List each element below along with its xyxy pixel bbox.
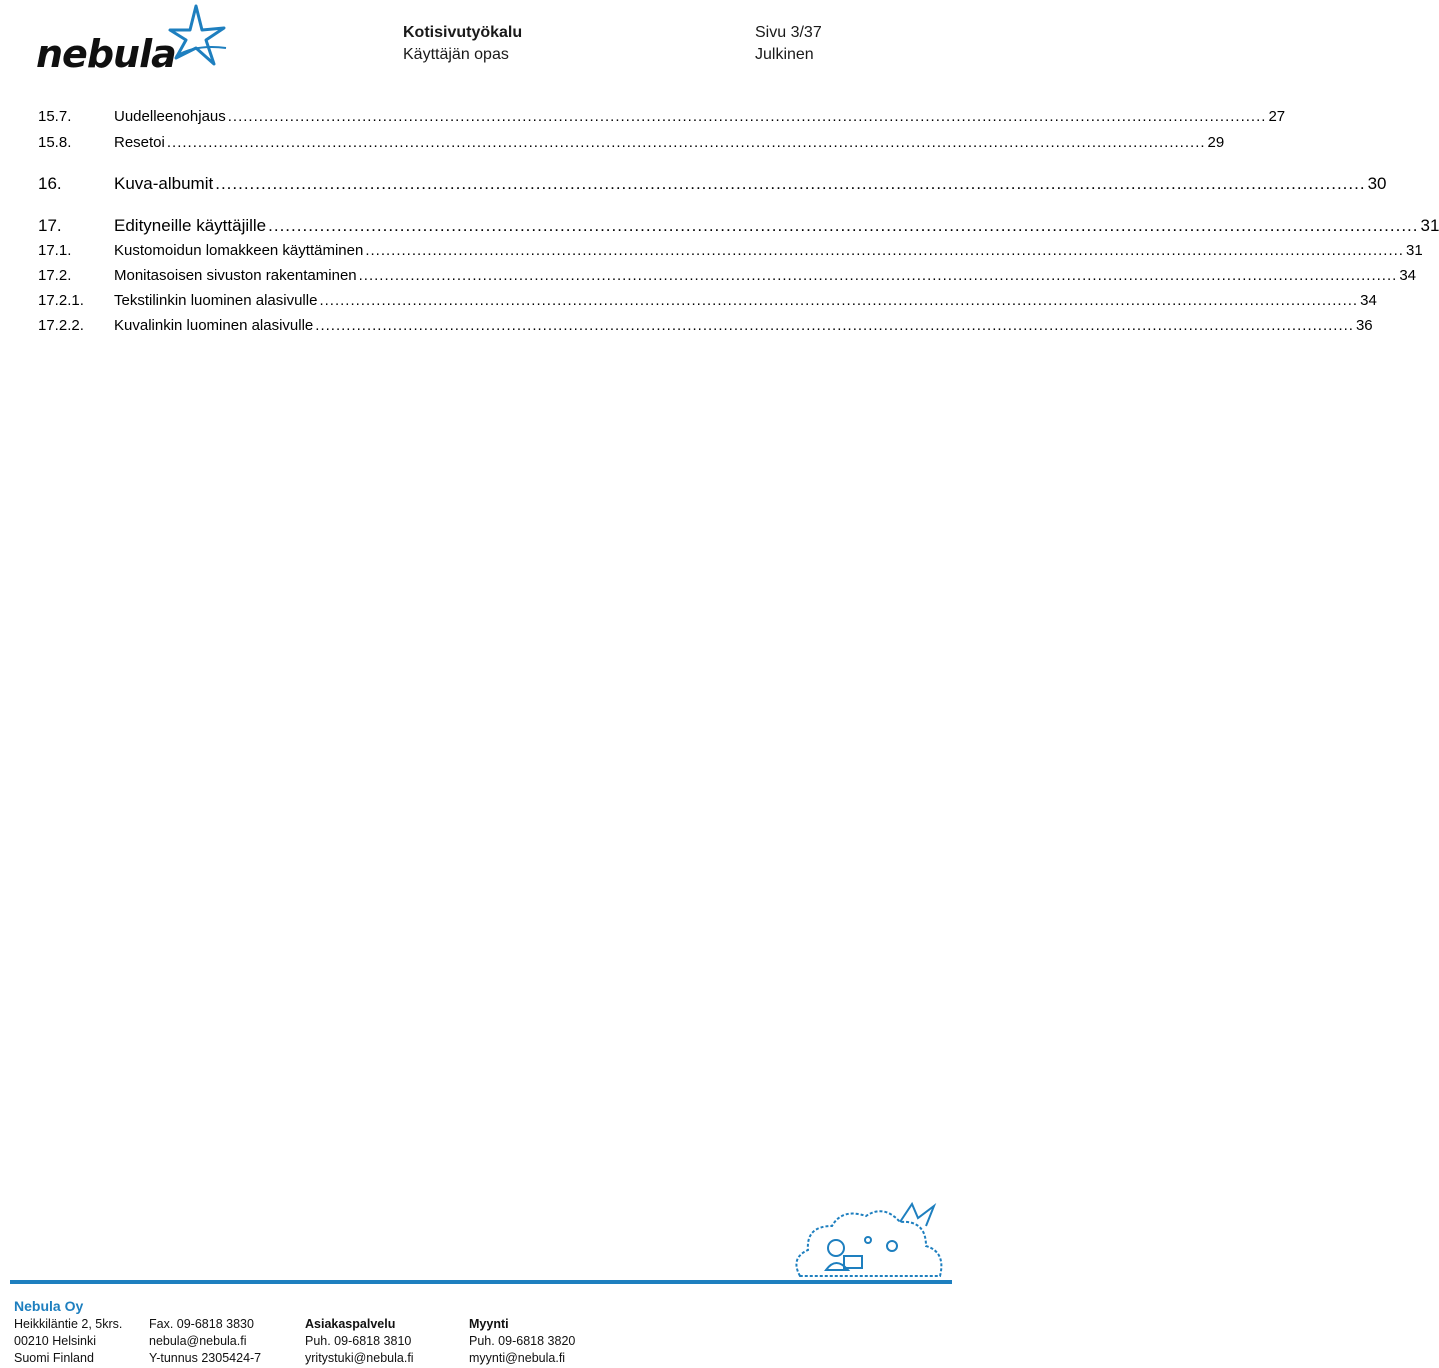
footer-line: Heikkiläntie 2, 5krs. <box>14 1317 123 1331</box>
toc-entry-page: 36 <box>1355 317 1373 334</box>
toc-entry-number: 17. <box>38 216 62 235</box>
toc-entry[interactable] <box>38 292 1377 317</box>
toc-entry-title: Kuva-albumit <box>114 174 214 193</box>
footer-address <box>14 1316 122 1367</box>
nebula-logo <box>34 4 240 76</box>
toc-entry-number: 17.1. <box>38 242 72 259</box>
toc-entry-title: Kuvalinkin luominen alasivulle <box>114 317 314 334</box>
toc-entry-page: 31 <box>1405 242 1423 259</box>
footer-line: Fax. 09-6818 3830 <box>149 1317 254 1331</box>
table-of-contents <box>38 108 1439 342</box>
toc-leader: ......................................................................................................................................................................................................... <box>365 242 1404 259</box>
document-title: Kotisivutyökalu <box>403 24 523 41</box>
toc-entry[interactable] <box>38 108 1286 134</box>
document-subtitle: Käyttäjän opas <box>403 46 509 63</box>
footer-divider <box>10 1280 952 1284</box>
logo-wordmark: nebula <box>36 32 176 76</box>
toc-entry-title: Resetoi <box>114 134 165 151</box>
toc-entry[interactable] <box>38 134 1225 174</box>
toc-entry-page: 27 <box>1268 108 1286 125</box>
footer-line: Suomi Finland <box>14 1351 94 1365</box>
footer-email-link[interactable]: yritystuki@nebula.fi <box>305 1351 414 1365</box>
toc-entry-title: Monitasoisen sivuston rakentaminen <box>114 267 357 284</box>
toc-entry-number: 17.2.2. <box>38 317 84 334</box>
toc-entry[interactable] <box>38 216 1439 242</box>
toc-leader: ......................................................................................................................................................................................................... <box>268 216 1419 235</box>
toc-leader: ......................................................................................................................................................................................................... <box>358 267 1398 284</box>
toc-entry-page: 30 <box>1367 174 1387 193</box>
footer-line: Puh. 09-6818 3820 <box>469 1334 576 1348</box>
toc-entry-title: Kustomoidun lomakkeen käyttäminen <box>114 242 364 259</box>
footer-sales <box>469 1316 575 1367</box>
footer-heading: Asiakaspalvelu <box>305 1317 396 1331</box>
toc-entry-title: Edityneille käyttäjille <box>114 216 267 235</box>
footer-company-name: Nebula Oy <box>14 1298 84 1314</box>
toc-entry[interactable] <box>38 317 1373 342</box>
footer-line: 00210 Helsinki <box>14 1334 96 1348</box>
toc-leader: ......................................................................................................................................................................................................... <box>227 108 1267 125</box>
toc-entry-page: 34 <box>1360 292 1377 309</box>
classification-label: Julkinen <box>755 46 814 63</box>
toc-entry-number: 16. <box>38 174 62 193</box>
toc-entry-title: Tekstilinkin luominen alasivulle <box>114 292 318 309</box>
footer-line: Y-tunnus 2305424-7 <box>149 1351 262 1365</box>
toc-entry[interactable] <box>38 267 1416 292</box>
toc-entry[interactable] <box>38 242 1423 267</box>
toc-entry[interactable] <box>38 174 1387 216</box>
toc-leader: ......................................................................................................................................................................................................... <box>315 317 1354 334</box>
toc-entry-number: 15.8. <box>38 134 72 151</box>
page-header <box>0 0 960 80</box>
toc-entry-number: 15.7. <box>38 108 72 125</box>
toc-entry-page: 34 <box>1399 267 1416 284</box>
toc-entry-page: 31 <box>1420 216 1439 235</box>
footer-heading: Myynti <box>469 1317 509 1331</box>
footer-line: Puh. 09-6818 3810 <box>305 1334 412 1348</box>
footer-email-link[interactable]: myynti@nebula.fi <box>469 1351 566 1365</box>
toc-entry-number: 17.2. <box>38 267 72 284</box>
footer-contact <box>149 1316 261 1367</box>
toc-leader: ......................................................................................................................................................................................................... <box>215 174 1366 193</box>
page-footer <box>0 1196 960 1368</box>
toc-entry-number: 17.2.1. <box>38 292 84 309</box>
toc-entry-page: 29 <box>1207 134 1225 151</box>
star-icon <box>166 4 242 68</box>
toc-entry-title: Uudelleenohjaus <box>114 108 226 125</box>
toc-leader: ......................................................................................................................................................................................................... <box>319 292 1359 309</box>
page-number: Sivu 3/37 <box>755 24 822 41</box>
footer-customer-service <box>305 1316 414 1367</box>
footer-email-link[interactable]: nebula@nebula.fi <box>149 1334 247 1348</box>
toc-leader: ......................................................................................................................................................................................................... <box>166 134 1206 151</box>
